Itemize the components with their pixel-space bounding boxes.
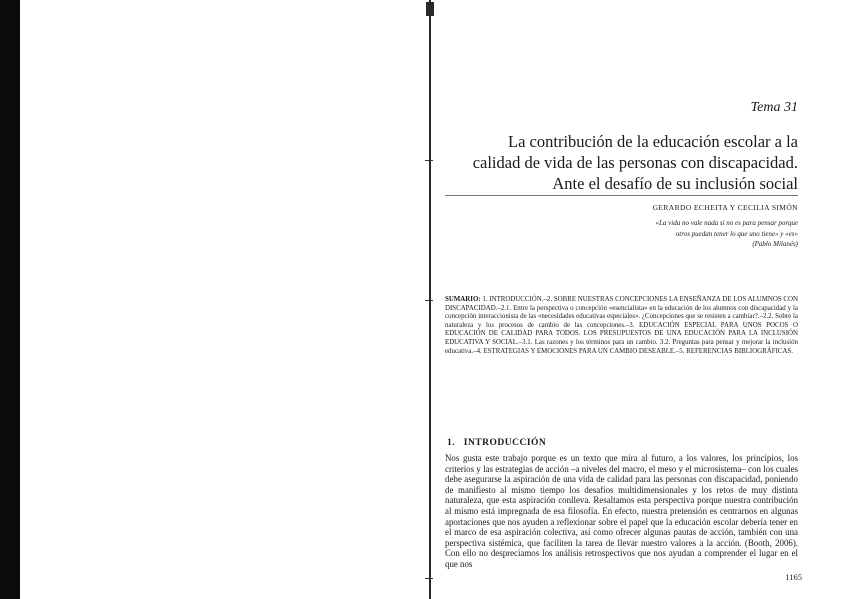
title-line-1: La contribución de la educación escolar a la <box>508 132 798 151</box>
epigraph-attribution: (Pablo Milanés) <box>752 240 798 248</box>
epigraph-line-1: «La vida no vale nada si no es para pensar porque <box>655 219 798 227</box>
authors: GERARDO ECHEITA Y CECILIA SIMÓN <box>652 203 798 212</box>
chapter-title <box>443 131 798 194</box>
section-number: 1. <box>447 438 456 448</box>
epigraph <box>656 218 798 250</box>
page-number: 1165 <box>785 572 802 582</box>
body-paragraph: Nos gusta este trabajo porque es un texto que mira al futuro, a los valores, los principios, los criterios y las estrategias de acción –a niveles del macro, el meso y el microsistema– con los cuales debe asegurarse la aspiración de una vida de calidad para las personas con discapacidad, poniendo de manifiesto al mismo tiempo los desafíos multidimensionales y los retos de muy distinta naturaleza, que esta aspiración conlleva. Resaltamos esta perspectiva porque nuestra contribución al mismo está impregnada de esa filosofía. En efecto, nuestra pretensión es centrarnos en algunas aportaciones que nos ayuden a reflexionar sobre el papel que la educación escolar debería tener en el marco de esa aspiración colectiva, así como ofrecer algunas pautas de acción, también con una perspectiva sistémica, que faciliten la tarea de llevar nuestro valores a la acción. (Booth, 2006). Con ello no despreciamos los análisis retrospectivos que nos ayudan a comprender el lugar en el que nos <box>445 453 798 569</box>
book-page <box>443 0 802 599</box>
section-title: INTRODUCCIÓN <box>463 438 547 448</box>
title-line-3: Ante el desafío de su inclusión social <box>552 174 798 193</box>
gutter-tick <box>425 578 433 579</box>
gutter-tick <box>425 300 433 301</box>
gutter-mark <box>426 2 434 16</box>
title-rule <box>445 195 798 196</box>
scan-left-dark-margin <box>0 0 20 599</box>
summary-text: 1. INTRODUCCIÓN.–2. SOBRE NUESTRAS CONCEPCIONES LA ENSEÑANZA DE LOS ALUMNOS CON DISCAPACIDAD.–2.1. Entre la perspectiva o concepción «esencialista» en la educación de los alumnos con discapacidad y la concepción interaccionista de las «necesidades educativas especiales». ¿Concepciones que se resisten a cambiar?.–2.2. Sobre la naturaleza y los procesos de cambio de las concepciones.–3. EDUCACIÓN ESPECIAL PARA UNOS POCOS O EDUCACIÓN DE CALIDAD PARA TODOS. LOS PRESUPUESTOS DE UNA EDUCACIÓN PARA LA INCLUSIÓN EDUCATIVA Y SOCIAL.–3.1. Las razones y los términos para un cambio. 3.2. Preguntas para pensar y mejorar la inclusión educativa.–4. ESTRATEGIAS Y EMOCIONES PARA UN CAMBIO DESEABLE.–5. REFERENCIAS BIBLIOGRÁFICAS. <box>445 296 798 355</box>
summary-label: SUMARIO: <box>445 296 481 303</box>
gutter-tick <box>425 160 433 161</box>
title-line-2: calidad de vida de las personas con discapacidad. <box>472 153 798 172</box>
section-heading <box>447 438 546 448</box>
chapter-label: Tema 31 <box>750 100 798 115</box>
summary <box>445 296 798 356</box>
epigraph-line-2: otros puedan tener lo que uno tiene» y «es» <box>675 229 798 238</box>
